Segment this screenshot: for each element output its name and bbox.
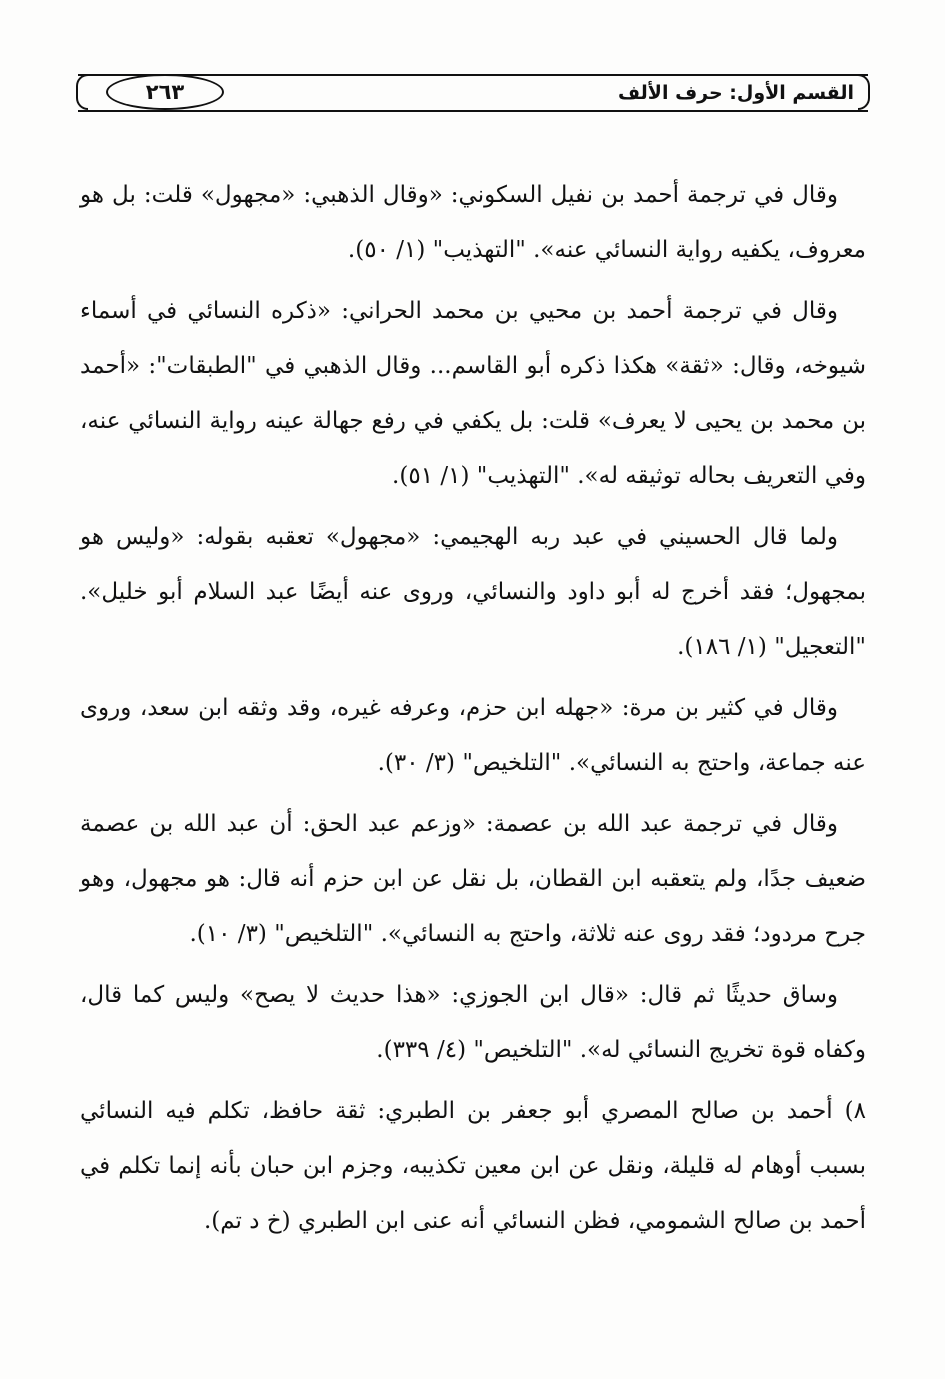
paragraph: وقال في ترجمة عبد الله بن عصمة: «وزعم عبد الحق: أن عبد الله بن عصمة ضعيف جدًا، ولم يتعقبه ابن القطان، بل نقل عن ابن حزم أنه قال: هو مجهول، وهو جرح مردود؛ فقد روى عنه ثلاثة، واحتج به النسائي». "التلخيص" (٣/ ١٠). [80, 811, 866, 947]
section-title: القسم الأول: حرف الألف [618, 82, 854, 104]
body-text [80, 168, 866, 1255]
page-number: ٢٦٣ [106, 74, 224, 110]
running-header [78, 66, 868, 122]
paragraph: وقال في ترجمة أحمد بن محيي بن محمد الحراني: «ذكره النسائي في أسماء شيوخه، وقال: «ثقة» هكذا ذكره أبو القاسم... وقال الذهبي في "الطبقات": «أحمد بن محمد بن يحيى لا يعرف» قلت: بل يكفي في رفع جهالة عينه رواية النسائي عنه، وفي التعريف بحاله توثيقه له». "التهذيب" (١/ ٥١). [80, 298, 866, 489]
paragraph: وساق حديثًا ثم قال: «قال ابن الجوزي: «هذا حديث لا يصح» وليس كما قال، وكفاه قوة تخريج النسائي له». "التلخيص" (٤/ ٣٣٩). [80, 982, 866, 1063]
paragraph: ولما قال الحسيني في عبد ربه الهجيمي: «مجهول» تعقبه بقوله: «وليس هو بمجهول؛ فقد أخرج له أبو داود والنسائي، وروى عنه أيضًا عبد السلام أبو خليل». "التعجيل" (١/ ١٨٦). [80, 524, 866, 660]
header-left-cap [76, 74, 88, 110]
paragraph: وقال في ترجمة أحمد بن نفيل السكوني: «وقال الذهبي: «مجهول» قلت: بل هو معروف، يكفيه رواية النسائي عنه». "التهذيب" (١/ ٥٠). [80, 182, 866, 263]
header-right-cap [858, 74, 870, 110]
header-bottom-rule [78, 110, 868, 112]
numbered-entry: ٨) أحمد بن صالح المصري أبو جعفر بن الطبري: ثقة حافظ، تكلم فيه النسائي بسبب أوهام له قليلة، ونقل عن ابن معين تكذيبه، وجزم ابن حبان بأنه إنما تكلم في أحمد بن صالح الشمومي، فظن النسائي أنه عنى ابن الطبري (خ د تم). [80, 1098, 866, 1234]
paragraph: وقال في كثير بن مرة: «جهله ابن حزم، وعرفه غيره، وقد وثقه ابن سعد، وروى عنه جماعة، واحتج به النسائي». "التلخيص" (٣/ ٣٠). [80, 695, 866, 776]
